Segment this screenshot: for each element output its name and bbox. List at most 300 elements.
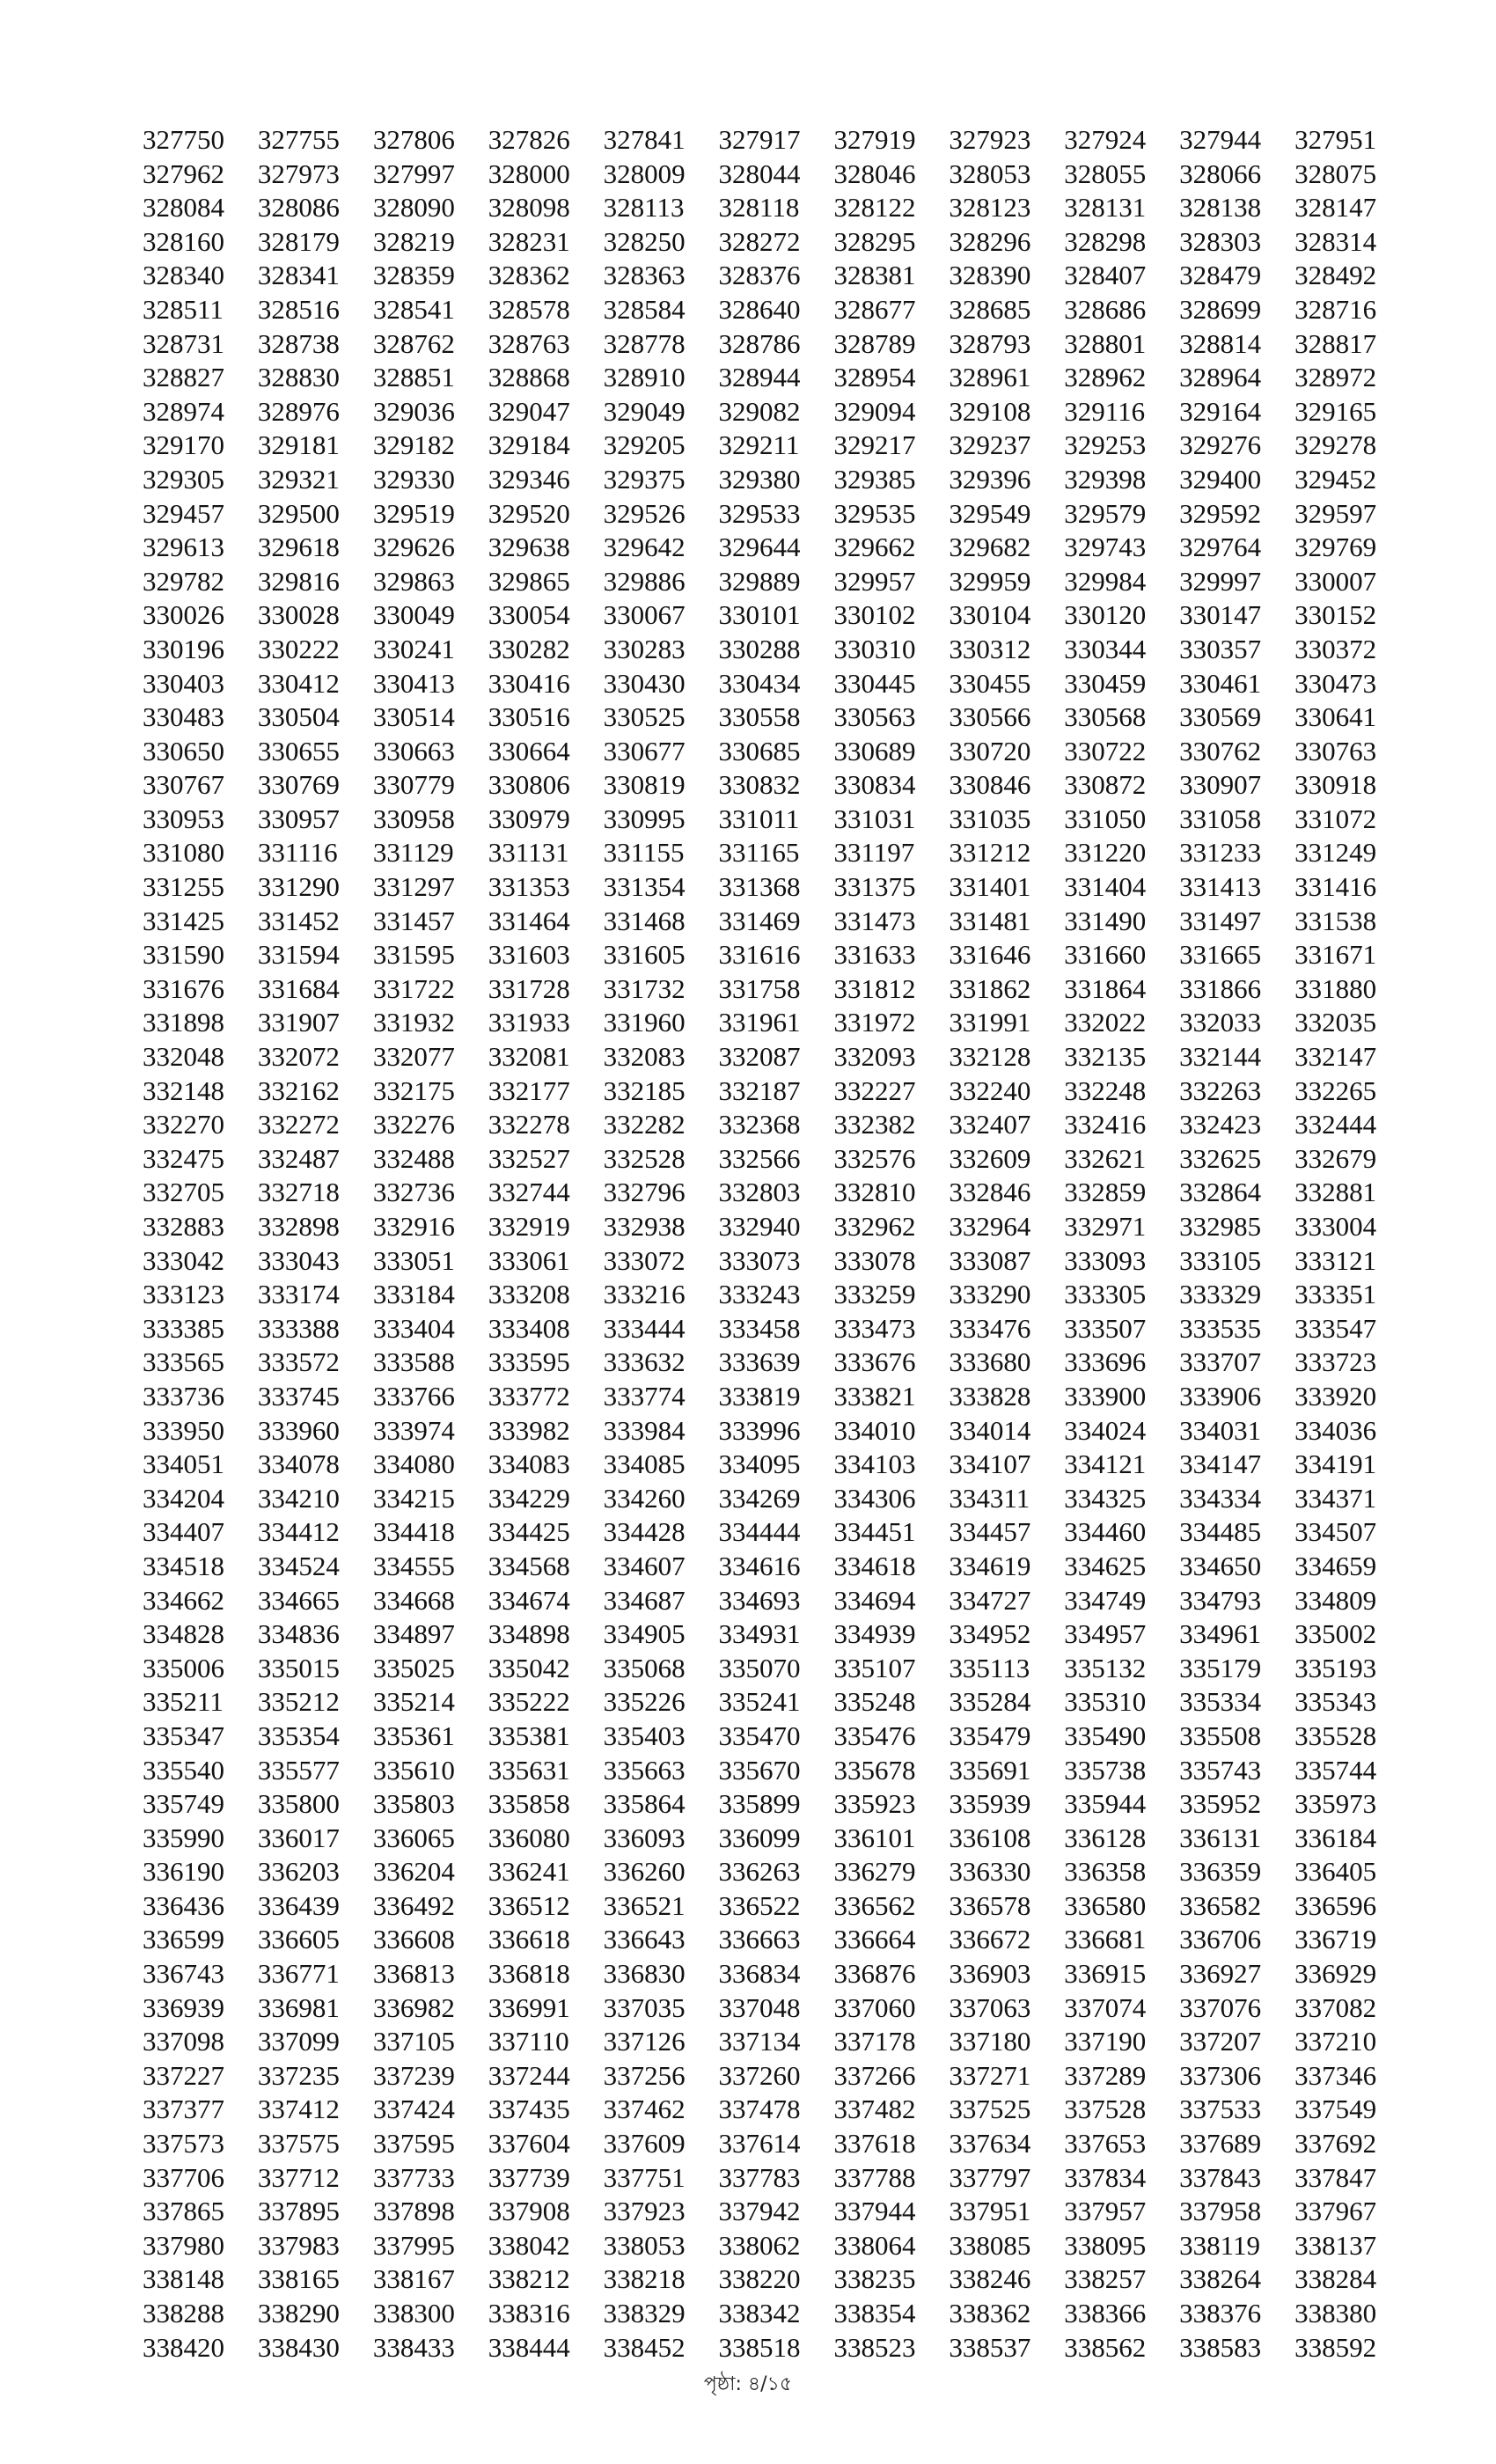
roll-number-cell: 333595 <box>488 1346 570 1378</box>
table-row <box>143 1787 1410 1822</box>
roll-number-cell: 330473 <box>1294 667 1377 699</box>
roll-number-cell: 338290 <box>257 2298 340 2328</box>
roll-number-cell: 336719 <box>1294 1924 1377 1955</box>
roll-number-cell: 331684 <box>257 972 340 1004</box>
roll-number-cell: 334460 <box>1064 1516 1147 1548</box>
roll-number-cell: 331131 <box>488 837 569 869</box>
roll-number-cell: 337951 <box>949 2196 1031 2227</box>
roll-number-cell: 337180 <box>949 2026 1031 2057</box>
roll-number-cell: 331671 <box>1294 939 1377 971</box>
roll-number-cell: 333736 <box>143 1380 224 1412</box>
roll-number-cell: 329205 <box>603 429 686 461</box>
roll-number-cell: 331165 <box>718 837 800 869</box>
roll-number-cell: 328044 <box>718 158 801 189</box>
roll-number-cell: 338085 <box>949 2229 1031 2261</box>
roll-number-cell: 337260 <box>718 2059 801 2091</box>
roll-number-cell: 338246 <box>949 2263 1031 2295</box>
roll-number-cell: 328677 <box>833 293 916 325</box>
roll-number-cell: 338095 <box>1064 2229 1147 2261</box>
roll-number-cell: 331932 <box>372 1007 455 1038</box>
table-row <box>143 700 1410 735</box>
roll-number-cell: 331058 <box>1179 803 1262 834</box>
roll-number-cell: 331538 <box>1294 905 1377 936</box>
roll-number-cell: 337609 <box>603 2128 686 2160</box>
roll-number-cell: 329237 <box>949 429 1031 461</box>
roll-number-cell: 330282 <box>488 633 570 664</box>
table-row <box>143 1652 1410 1686</box>
roll-number-cell: 328910 <box>603 362 686 393</box>
table-row <box>143 1210 1410 1244</box>
roll-number-cell: 330344 <box>1064 633 1147 664</box>
roll-number-cell: 333444 <box>603 1312 686 1344</box>
roll-number-cell: 333766 <box>372 1380 455 1412</box>
roll-number-cell: 335990 <box>143 1822 224 1853</box>
roll-number-cell: 336663 <box>718 1924 801 1955</box>
roll-number-cell: 336184 <box>1294 1822 1377 1853</box>
roll-number-cell: 337528 <box>1064 2094 1147 2125</box>
roll-number-cell: 329217 <box>833 429 916 461</box>
roll-number-cell: 337898 <box>372 2196 455 2227</box>
roll-number-cell: 337377 <box>143 2094 224 2125</box>
table-row <box>143 2229 1410 2263</box>
roll-number-cell: 334095 <box>718 1448 801 1480</box>
roll-number-cell: 337435 <box>488 2094 570 2125</box>
roll-number-cell: 331497 <box>1179 905 1262 936</box>
roll-number-cell: 337942 <box>718 2196 801 2227</box>
roll-number-cell: 332081 <box>488 1041 570 1073</box>
roll-number-cell: 332048 <box>143 1041 224 1073</box>
roll-number-cell: 330663 <box>372 735 455 766</box>
table-row <box>143 395 1410 429</box>
roll-number-cell: 334191 <box>1294 1448 1377 1480</box>
roll-number-cell: 334507 <box>1294 1516 1377 1548</box>
roll-number-cell: 337134 <box>718 2026 801 2057</box>
roll-number-cell: 327923 <box>949 124 1031 155</box>
roll-number-cell: 329618 <box>257 532 340 563</box>
roll-number-cell: 330403 <box>143 667 224 699</box>
roll-number-cell: 336405 <box>1294 1856 1377 1888</box>
roll-number-cell: 330028 <box>257 599 340 631</box>
roll-number-cell: 335193 <box>1294 1652 1377 1683</box>
roll-number-cell: 330763 <box>1294 735 1377 766</box>
roll-number-cell: 337126 <box>603 2026 686 2057</box>
roll-number-cell: 330026 <box>143 599 224 631</box>
roll-number-cell: 336358 <box>1064 1856 1147 1888</box>
roll-number-cell: 336279 <box>833 1856 916 1888</box>
roll-number-cell: 335479 <box>949 1720 1031 1751</box>
roll-number-cell: 329743 <box>1064 532 1147 563</box>
roll-number-cell: 337533 <box>1179 2094 1262 2125</box>
roll-number-cell: 337944 <box>833 2196 916 2227</box>
roll-number-cell: 331594 <box>257 939 340 971</box>
roll-number-cell: 337306 <box>1179 2059 1262 2091</box>
roll-number-cell: 338592 <box>1294 2331 1377 2363</box>
roll-number-cell: 336939 <box>143 1991 224 2023</box>
roll-number-cell: 335670 <box>718 1754 801 1786</box>
table-row <box>143 768 1410 803</box>
roll-number-cell: 335381 <box>488 1720 570 1751</box>
roll-number-cell: 338380 <box>1294 2298 1377 2328</box>
roll-number-cell: 330413 <box>372 667 455 699</box>
roll-number-cell: 335508 <box>1179 1720 1262 1751</box>
roll-number-cell: 329613 <box>143 532 224 563</box>
roll-number-cell: 331481 <box>949 905 1031 936</box>
roll-number-cell: 334083 <box>488 1448 570 1480</box>
roll-number-cell: 337266 <box>833 2059 916 2091</box>
roll-number-cell: 337482 <box>833 2094 916 2125</box>
roll-number-cell: 334727 <box>949 1584 1031 1616</box>
roll-number-cell: 329626 <box>372 532 455 563</box>
roll-number-cell: 335803 <box>372 1788 455 1820</box>
roll-number-cell: 333458 <box>718 1312 801 1344</box>
roll-number-cell: 329082 <box>718 395 801 427</box>
roll-number-cell: 337060 <box>833 1991 916 2023</box>
roll-number-cell: 330569 <box>1179 701 1262 733</box>
roll-number-cell: 329375 <box>603 463 686 495</box>
roll-number-cell: 329116 <box>1064 395 1146 427</box>
roll-number-cell: 335107 <box>833 1652 916 1683</box>
roll-number-cell: 336521 <box>603 1889 686 1921</box>
roll-number-cell: 337689 <box>1179 2128 1262 2160</box>
roll-number-cell: 334662 <box>143 1584 224 1616</box>
roll-number-cell: 328830 <box>257 362 340 393</box>
roll-number-cell: 334147 <box>1179 1448 1262 1480</box>
roll-number-cell: 331220 <box>1064 837 1147 869</box>
roll-number-cell: 330685 <box>718 735 801 766</box>
roll-number-cell: 333087 <box>949 1244 1031 1276</box>
roll-number-cell: 336834 <box>718 1958 801 1990</box>
roll-number-cell: 336436 <box>143 1889 224 1921</box>
roll-number-cell: 332162 <box>257 1074 340 1106</box>
roll-number-cell: 332227 <box>833 1074 916 1106</box>
roll-number-cell: 334425 <box>488 1516 570 1548</box>
roll-number-cell: 330558 <box>718 701 801 733</box>
roll-number-cell: 330007 <box>1294 565 1377 597</box>
roll-number-cell: 331233 <box>1179 837 1262 869</box>
roll-number-cell: 335939 <box>949 1788 1031 1820</box>
roll-number-cell: 333105 <box>1179 1244 1262 1276</box>
roll-number-cell: 338212 <box>488 2263 570 2295</box>
roll-number-cell: 328964 <box>1179 362 1262 393</box>
roll-number-cell: 334898 <box>488 1618 570 1650</box>
table-row <box>143 803 1410 837</box>
roll-number-cell: 333073 <box>718 1244 801 1276</box>
roll-number-cell: 334306 <box>833 1482 916 1514</box>
roll-number-cell: 331249 <box>1294 837 1377 869</box>
roll-number-cell: 335610 <box>372 1754 455 1786</box>
roll-number-cell: 335490 <box>1064 1720 1147 1751</box>
roll-number-cell: 331255 <box>143 871 224 903</box>
roll-number-cell: 336330 <box>949 1856 1031 1888</box>
roll-number-cell: 336128 <box>1064 1822 1147 1853</box>
roll-number-cell: 328298 <box>1064 225 1147 257</box>
roll-number-cell: 333996 <box>718 1414 801 1446</box>
roll-number-cell: 336981 <box>257 1991 340 2023</box>
roll-number-cell: 328817 <box>1294 327 1377 359</box>
roll-number-cell: 328961 <box>949 362 1031 393</box>
roll-number-cell: 333351 <box>1294 1279 1377 1310</box>
roll-number-cell: 337227 <box>143 2059 224 2091</box>
table-row <box>143 259 1410 293</box>
roll-number-cell: 332718 <box>257 1177 340 1208</box>
roll-number-cell: 331603 <box>488 939 570 971</box>
table-row <box>143 225 1410 260</box>
roll-number-cell: 331212 <box>949 837 1031 869</box>
roll-number-cell: 337604 <box>488 2128 570 2160</box>
roll-number-cell: 333243 <box>718 1279 801 1310</box>
roll-number-cell: 336108 <box>949 1822 1031 1853</box>
roll-number-cell: 337099 <box>257 2026 340 2057</box>
roll-number-cell: 337843 <box>1179 2161 1262 2193</box>
roll-number-cell: 334485 <box>1179 1516 1262 1548</box>
table-row <box>143 361 1410 395</box>
roll-number-cell: 328098 <box>488 192 570 224</box>
roll-number-cell: 338316 <box>488 2298 570 2328</box>
roll-number-cell: 331416 <box>1294 871 1377 903</box>
roll-number-cell: 330430 <box>603 667 686 699</box>
roll-number-cell: 336608 <box>372 1924 455 1955</box>
roll-number-cell: 338165 <box>257 2263 340 2295</box>
roll-number-cell: 328000 <box>488 158 570 189</box>
roll-number-cell: 329346 <box>488 463 570 495</box>
roll-number-cell: 335347 <box>143 1720 224 1751</box>
roll-number-cell: 335858 <box>488 1788 570 1820</box>
roll-number-cell: 329452 <box>1294 463 1377 495</box>
roll-number-cell: 336065 <box>372 1822 455 1853</box>
roll-number-cell: 338257 <box>1064 2263 1147 2295</box>
roll-number-cell: 330722 <box>1064 735 1147 766</box>
table-row <box>143 1244 1410 1279</box>
roll-number-cell: 329047 <box>488 395 570 427</box>
roll-number-cell: 336903 <box>949 1958 1031 1990</box>
table-row <box>143 1142 1410 1177</box>
roll-number-cell: 331129 <box>372 837 454 869</box>
roll-number-cell: 330762 <box>1179 735 1262 766</box>
roll-number-cell: 331072 <box>1294 803 1377 834</box>
roll-number-cell: 330958 <box>372 803 455 834</box>
roll-number-cell: 337082 <box>1294 1991 1377 2023</box>
roll-number-cell: 335334 <box>1179 1686 1262 1718</box>
roll-number-cell: 328363 <box>603 260 686 291</box>
roll-number-cell: 329959 <box>949 565 1031 597</box>
table-row <box>143 1515 1410 1550</box>
roll-number-cell: 335361 <box>372 1720 455 1751</box>
roll-number-cell: 333072 <box>603 1244 686 1276</box>
roll-number-cell: 334793 <box>1179 1584 1262 1616</box>
roll-number-cell: 335738 <box>1064 1754 1147 1786</box>
roll-number-cell: 336818 <box>488 1958 570 1990</box>
roll-number-cell: 328778 <box>603 327 686 359</box>
roll-number-cell: 331425 <box>143 905 224 936</box>
roll-number-cell: 338518 <box>718 2331 801 2363</box>
roll-number-cell: 330241 <box>372 633 455 664</box>
roll-number-cell: 330312 <box>949 633 1031 664</box>
roll-number-cell: 327951 <box>1294 124 1377 155</box>
roll-number-cell: 331155 <box>603 837 685 869</box>
roll-number-cell: 334215 <box>372 1482 455 1514</box>
roll-number-cell: 333632 <box>603 1346 686 1378</box>
roll-number-cell: 336982 <box>372 1991 455 2023</box>
roll-number-cell: 332033 <box>1179 1007 1262 1038</box>
roll-number-cell: 328160 <box>143 225 224 257</box>
roll-number-cell: 334931 <box>718 1618 801 1650</box>
roll-number-cell: 331866 <box>1179 972 1262 1004</box>
roll-number-cell: 335973 <box>1294 1788 1377 1820</box>
roll-number-cell: 330819 <box>603 769 686 801</box>
roll-number-cell: 331758 <box>718 972 801 1004</box>
roll-number-cell: 335002 <box>1294 1618 1377 1650</box>
roll-number-cell: 335343 <box>1294 1686 1377 1718</box>
roll-number-cell: 329642 <box>603 532 686 563</box>
roll-number-cell: 333329 <box>1179 1279 1262 1310</box>
roll-number-cell: 331590 <box>143 939 224 971</box>
roll-number-cell: 331011 <box>718 803 800 834</box>
roll-number-cell: 334080 <box>372 1448 455 1480</box>
roll-number-cell: 334939 <box>833 1618 916 1650</box>
roll-number-cell: 331452 <box>257 905 340 936</box>
table-row <box>143 1380 1410 1414</box>
roll-number-cell: 337462 <box>603 2094 686 2125</box>
roll-number-cell: 329330 <box>372 463 455 495</box>
roll-number-cell: 335068 <box>603 1652 686 1683</box>
roll-number-cell: 332881 <box>1294 1177 1377 1208</box>
roll-number-cell: 330152 <box>1294 599 1377 631</box>
roll-number-cell: 331933 <box>488 1007 570 1038</box>
roll-number-cell: 337256 <box>603 2059 686 2091</box>
roll-number-cell: 330677 <box>603 735 686 766</box>
roll-number-cell: 332416 <box>1064 1109 1147 1140</box>
roll-number-cell: 337958 <box>1179 2196 1262 2227</box>
roll-number-cell: 332265 <box>1294 1074 1377 1106</box>
roll-number-cell: 336512 <box>488 1889 570 1921</box>
roll-number-cell: 331862 <box>949 972 1031 1004</box>
table-row <box>143 972 1410 1007</box>
roll-number-cell: 335528 <box>1294 1720 1377 1751</box>
roll-number-cell: 333707 <box>1179 1346 1262 1378</box>
roll-number-cell: 335743 <box>1179 1754 1262 1786</box>
roll-number-cell: 328376 <box>718 260 801 291</box>
roll-number-cell: 334407 <box>143 1516 224 1548</box>
roll-number-cell: 328084 <box>143 192 224 224</box>
table-row <box>143 1617 1410 1652</box>
roll-number-cell: 336359 <box>1179 1856 1262 1888</box>
roll-number-cell: 327917 <box>718 124 801 155</box>
roll-number-cell: 336204 <box>372 1856 455 1888</box>
roll-number-cell: 329398 <box>1064 463 1147 495</box>
roll-number-cell: 335476 <box>833 1720 916 1751</box>
roll-number-cell: 328801 <box>1064 327 1147 359</box>
roll-number-cell: 337074 <box>1064 1991 1147 2023</box>
roll-number-cell: 336580 <box>1064 1889 1147 1921</box>
roll-number-cell: 337190 <box>1064 2026 1147 2057</box>
roll-number-cell: 334828 <box>143 1618 224 1650</box>
roll-number-cell: 331197 <box>833 837 915 869</box>
roll-number-cell: 332883 <box>143 1211 224 1242</box>
roll-number-table-body <box>143 123 1410 2365</box>
roll-number-cell: 333404 <box>372 1312 455 1344</box>
roll-number-cell: 333305 <box>1064 1279 1147 1310</box>
roll-number-cell: 333184 <box>372 1279 455 1310</box>
table-row <box>143 1822 1410 1856</box>
roll-number-cell: 328407 <box>1064 260 1147 291</box>
roll-number-cell: 331080 <box>143 837 224 869</box>
roll-number-cell: 334457 <box>949 1516 1031 1548</box>
roll-number-cell: 333216 <box>603 1279 686 1310</box>
roll-number-cell: 329764 <box>1179 532 1262 563</box>
roll-number-cell: 328827 <box>143 362 224 393</box>
roll-number-cell: 336522 <box>718 1889 801 1921</box>
roll-number-cell: 337783 <box>718 2161 801 2193</box>
roll-number-cell: 334107 <box>949 1448 1031 1480</box>
roll-number-cell: 334809 <box>1294 1584 1377 1616</box>
roll-number-cell: 336743 <box>143 1958 224 1990</box>
roll-number-cell: 328578 <box>488 293 570 325</box>
roll-number-cell: 334659 <box>1294 1550 1377 1581</box>
roll-number-cell: 328954 <box>833 362 916 393</box>
roll-number-cell: 330979 <box>488 803 570 834</box>
roll-number-cell: 338329 <box>603 2298 686 2328</box>
roll-number-cell: 330832 <box>718 769 801 801</box>
roll-number-cell: 330957 <box>257 803 340 834</box>
roll-number-cell: 338235 <box>833 2263 916 2295</box>
roll-number-cell: 335540 <box>143 1754 224 1786</box>
roll-number-cell: 333123 <box>143 1279 224 1310</box>
roll-number-cell: 332185 <box>603 1074 686 1106</box>
roll-number-cell: 330664 <box>488 735 570 766</box>
table-row <box>143 1108 1410 1142</box>
roll-number-cell: 328053 <box>949 158 1031 189</box>
roll-number-cell: 335354 <box>257 1720 340 1751</box>
roll-number-cell: 327919 <box>833 124 916 155</box>
table-row <box>143 2059 1410 2094</box>
roll-number-cell: 336203 <box>257 1856 340 1888</box>
table-row <box>143 667 1410 701</box>
roll-number-cell: 329182 <box>372 429 455 461</box>
roll-number-cell: 328868 <box>488 362 570 393</box>
roll-number-cell: 333042 <box>143 1244 224 1276</box>
roll-number-cell: 337289 <box>1064 2059 1147 2091</box>
roll-number-cell: 333121 <box>1294 1244 1377 1276</box>
table-row <box>143 2297 1410 2331</box>
roll-number-cell: 329957 <box>833 565 916 597</box>
roll-number-cell: 330416 <box>488 667 570 699</box>
roll-number-cell: 328738 <box>257 327 340 359</box>
roll-number-cell: 331473 <box>833 905 916 936</box>
table-row <box>143 735 1410 769</box>
roll-number-cell: 336813 <box>372 1958 455 1990</box>
roll-number-cell: 328303 <box>1179 225 1262 257</box>
roll-number-cell: 335403 <box>603 1720 686 1751</box>
roll-number-cell: 337692 <box>1294 2128 1377 2160</box>
roll-number-cell: 337739 <box>488 2161 570 2193</box>
roll-number-cell: 336101 <box>833 1822 916 1853</box>
roll-number-cell: 332964 <box>949 1211 1031 1242</box>
table-row <box>143 2127 1410 2161</box>
roll-number-cell: 331413 <box>1179 871 1262 903</box>
roll-number-cell: 337923 <box>603 2196 686 2227</box>
table-row <box>143 293 1410 327</box>
roll-number-cell: 332147 <box>1294 1041 1377 1073</box>
roll-number-cell: 329533 <box>718 497 801 529</box>
roll-number-cell: 327826 <box>488 124 570 155</box>
roll-number-cell: 328295 <box>833 225 916 257</box>
roll-number-cell: 329049 <box>603 395 686 427</box>
table-row <box>143 633 1410 667</box>
roll-number-cell: 334568 <box>488 1550 570 1581</box>
roll-number-cell: 328179 <box>257 225 340 257</box>
roll-number-cell: 329396 <box>949 463 1031 495</box>
roll-number-cell: 331035 <box>949 803 1031 834</box>
